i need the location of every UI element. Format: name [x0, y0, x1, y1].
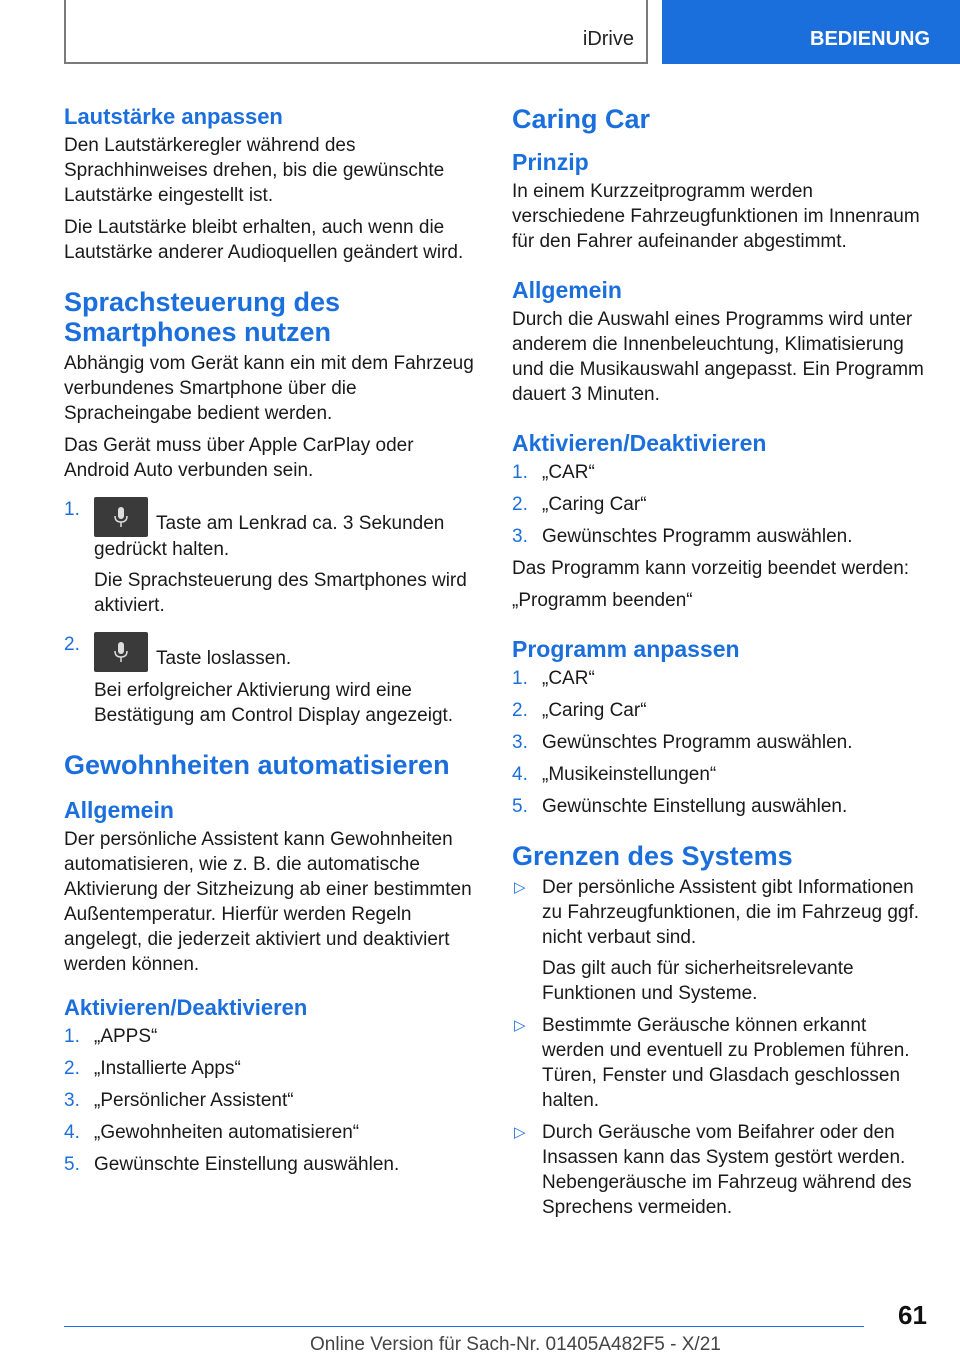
step-result: Die Sprachsteuerung des Smartphones wird aktiviert.: [94, 570, 467, 616]
bullets-grenzen: [512, 875, 926, 1220]
step-number: 1.: [64, 1026, 80, 1047]
left-column: [64, 100, 476, 1184]
header-section-box: [64, 0, 648, 64]
step-number: 5.: [64, 1154, 80, 1175]
list-item: [512, 1013, 926, 1113]
footer-divider: [64, 1326, 864, 1327]
paragraph: Der persönliche Assistent kann Gewohnheiten automatisieren, wie z. B. die automatische Aktivierung der Sitzheizung ab einer bestimmten Außentemperatur. Hierfür werden Regeln angelegt, die jederzeit aktiviert und deaktiviert werden können.: [64, 829, 472, 975]
list-item: [64, 632, 476, 728]
step-number: 5.: [512, 796, 528, 817]
step-number: 2.: [64, 1058, 80, 1079]
heading-allgemein: Allgemein: [512, 277, 622, 303]
step-number: 1.: [512, 462, 528, 483]
triangle-bullet-icon: ▷: [514, 879, 526, 896]
step-number: 2.: [512, 700, 528, 721]
triangle-bullet-icon: ▷: [514, 1124, 526, 1141]
step-number: 2.: [512, 494, 528, 515]
step-text: „Gewohnheiten automatisieren“: [94, 1122, 360, 1143]
list-item: [512, 698, 926, 723]
paragraph: „Programm beenden“: [512, 590, 693, 611]
paragraph: Den Lautstärkeregler während des Sprachhinweises drehen, bis die gewünschte Lautstärke eingestellt ist.: [64, 135, 445, 206]
microphone-icon: [113, 641, 129, 663]
triangle-bullet-icon: ▷: [514, 1017, 526, 1034]
steps-aktivieren: [512, 460, 926, 549]
paragraph: Durch die Auswahl eines Programms wird unter anderem die Innenbeleuchtung, Klimatisierung und die Musikauswahl angepasst. Ein Programm dauert 3 Minuten.: [512, 309, 924, 405]
list-item: [512, 666, 926, 691]
list-item: [512, 794, 926, 819]
list-item: [512, 875, 926, 1006]
heading-caring-car: Caring Car: [512, 104, 651, 134]
voice-button-image: [94, 497, 148, 537]
step-text: Gewünschte Einstellung auswählen.: [542, 796, 848, 817]
step-text: „Musikeinstellungen“: [542, 764, 717, 785]
list-item: [512, 492, 926, 517]
list-item: [512, 762, 926, 787]
step-text: „Installierte Apps“: [94, 1058, 241, 1079]
paragraph: Das Programm kann vorzeitig beendet werden:: [512, 558, 910, 579]
heading-allgemein: Allgemein: [64, 797, 174, 823]
step-text: „Persönlicher Assistent“: [94, 1090, 294, 1111]
heading-programm-anpassen: Programm anpassen: [512, 636, 740, 662]
heading-aktivieren: Aktivieren/Deaktivieren: [512, 430, 767, 456]
heading-aktivieren: Aktivieren/Deaktivieren: [64, 995, 308, 1020]
bullet-text: Durch Geräusche vom Beifahrer oder den Insassen kann das System gestört werden. Nebengeräusche im Fahrzeug während des Sprechens vermeiden.: [542, 1122, 912, 1218]
paragraph: Die Lautstärke bleibt erhalten, auch wenn die Lautstärke anderer Audioquellen geändert wird.: [64, 217, 464, 263]
step-number: 4.: [64, 1122, 80, 1143]
steps-sprachsteuerung: [64, 497, 476, 728]
step-result: Bei erfolgreicher Aktivierung wird eine Bestätigung am Control Display angezeigt.: [94, 680, 454, 726]
list-item: [512, 524, 926, 549]
bullet-text: Bestimmte Geräusche können erkannt werden und eventuell zu Problemen führen. Türen, Fenster und Glasdach geschlossen halten.: [542, 1015, 910, 1111]
step-number: 1.: [512, 668, 528, 689]
voice-button-image: [94, 632, 148, 672]
step-text: „CAR“: [542, 462, 595, 483]
header-chapter-tab[interactable]: [662, 0, 960, 64]
heading-prinzip: Prinzip: [512, 149, 589, 175]
step-number: 2.: [64, 634, 80, 655]
step-text: Taste loslassen.: [156, 648, 292, 669]
page-number: 61: [898, 1300, 927, 1330]
list-item: [512, 460, 926, 485]
list-item: [64, 1024, 476, 1049]
header-chapter-title: BEDIENUNG: [810, 28, 931, 50]
list-item: [64, 1056, 476, 1081]
step-number: 1.: [64, 499, 80, 520]
microphone-icon: [113, 506, 129, 528]
step-text: Gewünschte Einstellung auswählen.: [94, 1154, 400, 1175]
step-text: „CAR“: [542, 668, 595, 689]
step-text: Gewünschtes Programm auswählen.: [542, 526, 853, 547]
heading-lautstaerke: Lautstärke anpassen: [64, 104, 283, 129]
list-item: [64, 1152, 476, 1177]
header-section-title: iDrive: [582, 28, 634, 50]
steps-gewohnheiten: [64, 1024, 476, 1177]
list-item: [64, 1088, 476, 1113]
step-text: Gewünschtes Programm auswählen.: [542, 732, 853, 753]
heading-grenzen: Grenzen des Systems: [512, 841, 793, 871]
paragraph: Abhängig vom Gerät kann ein mit dem Fahrzeug verbundenes Smartphone über die Spracheingabe bedient werden.: [64, 353, 474, 424]
step-number: 4.: [512, 764, 528, 785]
heading-gewohnheiten: Gewohnheiten automatisieren: [64, 750, 450, 780]
step-number: 3.: [512, 732, 528, 753]
steps-anpassen: [512, 666, 926, 819]
list-item: [512, 730, 926, 755]
bullet-subtext: Das gilt auch für sicherheitsrelevante Funktionen und Systeme.: [542, 958, 854, 1004]
footer-text: Online Version für Sach-Nr. 01405A482F5 - X/21: [310, 1334, 721, 1355]
step-number: 3.: [64, 1090, 80, 1111]
heading-sprachsteuerung: Sprachsteuerung des Smartphones nutzen: [64, 287, 341, 347]
paragraph: Das Gerät muss über Apple CarPlay oder Android Auto verbunden sein.: [64, 435, 414, 481]
step-text: „Caring Car“: [542, 494, 647, 515]
step-number: 3.: [512, 526, 528, 547]
list-item: [64, 497, 476, 618]
paragraph: In einem Kurzzeitprogramm werden verschiedene Fahrzeugfunktionen im Innenraum für den Fahrer aufeinander abgestimmt.: [512, 181, 920, 252]
right-column: [512, 100, 926, 1227]
step-text: Taste am Lenkrad ca. 3 Sekunden gedrückt halten.: [94, 513, 445, 560]
step-text: „Caring Car“: [542, 700, 647, 721]
list-item: [512, 1120, 926, 1220]
list-item: [64, 1120, 476, 1145]
step-text: „APPS“: [94, 1026, 158, 1047]
bullet-text: Der persönliche Assistent gibt Informationen zu Fahrzeugfunktionen, die im Fahrzeug ggf. nicht verbaut sind.: [542, 877, 920, 948]
